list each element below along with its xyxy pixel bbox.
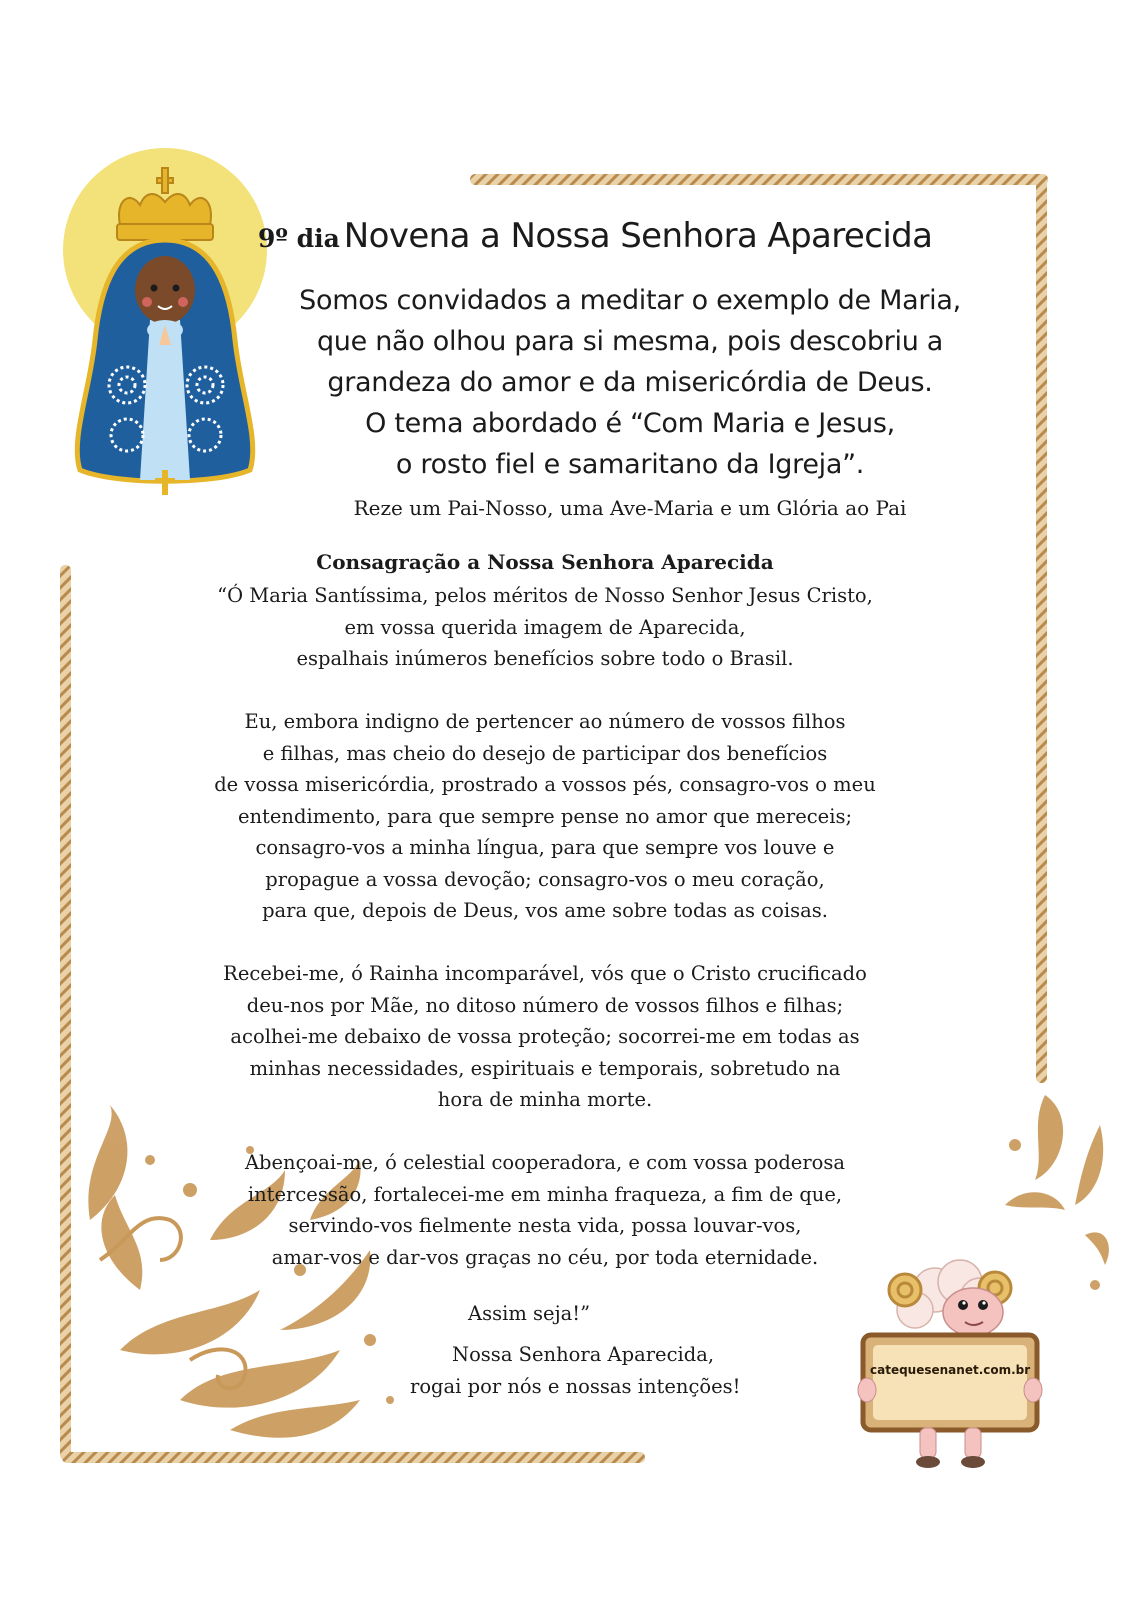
- intro-line: que não olhou para si mesma, pois descobriu a: [316, 326, 944, 357]
- consagracao-title: Consagração a Nossa Senhora Aparecida: [316, 550, 774, 574]
- prayer-line: hora de minha morte.: [437, 1088, 653, 1111]
- title-main: Novena a Nossa Senhora Aparecida: [343, 216, 933, 256]
- closing-line2: rogai por nós e nossas intenções!: [410, 1375, 741, 1398]
- rope-top: [470, 174, 1048, 185]
- prayer-line: “Ó Maria Santíssima, pelos méritos de Nosso Senhor Jesus Cristo,: [217, 584, 873, 607]
- prayer-line: Abençoai-me, ó celestial cooperadora, e com vossa poderosa: [244, 1151, 846, 1174]
- prayer-line: minhas necessidades, espirituais e temporais, sobretudo na: [249, 1056, 841, 1080]
- rope-bottom: [62, 1452, 645, 1463]
- prayer-text: [100, 580, 990, 1273]
- reze-instruction: Reze um Pai-Nosso, uma Ave-Maria e um Glória ao Pai: [353, 496, 907, 520]
- prayer-line: servindo-vos fielmente nesta vida, possa louvar-vos,: [288, 1214, 802, 1237]
- prayer-line: em vossa querida imagem de Aparecida,: [344, 615, 746, 639]
- page-title: [258, 216, 1058, 256]
- intro-line: O tema abordado é “Com Maria e Jesus,: [365, 408, 895, 439]
- intro-line: grandeza do amor e da misericórdia de Deus.: [327, 367, 933, 398]
- prayer-line: intercessão, fortalecei-me em minha fraqueza, a fim de que,: [247, 1182, 843, 1206]
- website-sign-text: catequesenanet.com.br: [870, 1363, 1031, 1377]
- nossa-senhora-illustration: [55, 140, 275, 500]
- horn-icon: [889, 1274, 921, 1306]
- prayer-line: amar-vos e dar-vos graças no céu, por toda eternidade.: [271, 1245, 819, 1269]
- prayer-line: Eu, embora indigno de pertencer ao número de vossos filhos: [244, 710, 846, 733]
- prayer-line: entendimento, para que sempre pense no amor que mereceis;: [237, 804, 853, 828]
- prayer-line: deu-nos por Mãe, no ditoso número de vossos filhos e filhas;: [246, 993, 844, 1017]
- prayer-line: de vossa misericórdia, prostrado a vossos pés, consagro-vos o meu: [214, 773, 876, 796]
- prayer-line: Recebei-me, ó Rainha incomparável, vós que o Cristo crucificado: [223, 962, 867, 985]
- title-day: 9º dia: [258, 224, 340, 253]
- prayer-line: e filhas, mas cheio do desejo de participar dos benefícios: [262, 741, 828, 765]
- face: [135, 256, 195, 324]
- prayer-line: para que, depois de Deus, vos ame sobre todas as coisas.: [262, 899, 828, 922]
- intro-line: Somos convidados a meditar o exemplo de Maria,: [299, 285, 961, 316]
- intro-text: [260, 280, 1000, 485]
- prayer-line: consagro-vos a minha língua, para que sempre vos louve e: [255, 836, 835, 859]
- prayer-line: propague a vossa devoção; consagro-vos o meu coração,: [265, 867, 825, 891]
- prayer-line: espalhais inúmeros benefícios sobre todo o Brasil.: [296, 647, 794, 670]
- closing-line1: Nossa Senhora Aparecida,: [452, 1343, 715, 1366]
- rope-right: [1036, 178, 1047, 1083]
- intro-line: o rosto fiel e samaritano da Igreja”.: [395, 449, 865, 480]
- closing-assim: Assim seja!”: [468, 1302, 591, 1325]
- prayer-line: acolhei-me debaixo de vossa proteção; socorrei-me em todas as: [230, 1025, 860, 1048]
